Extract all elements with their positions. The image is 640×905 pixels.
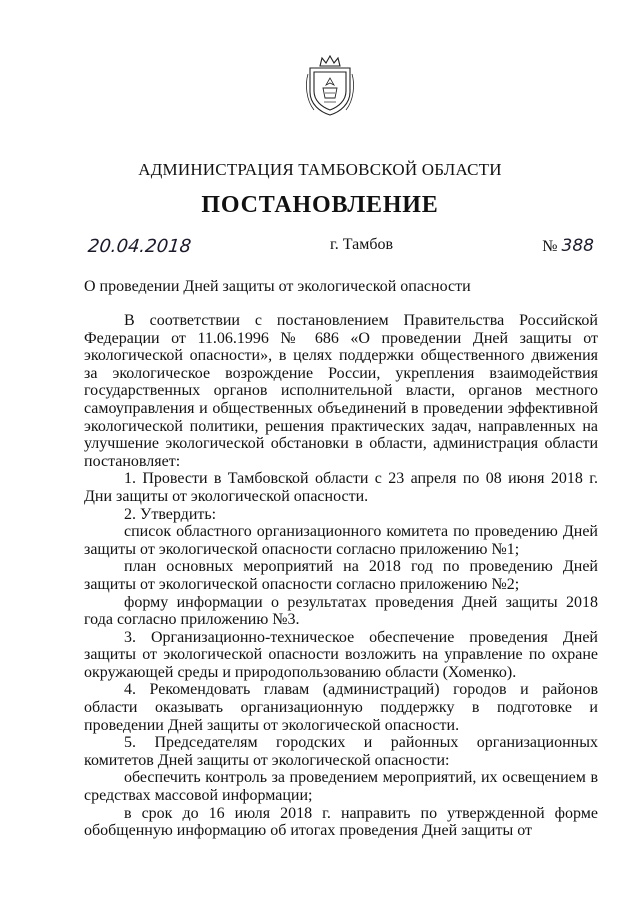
body-paragraph: 1. Провести в Тамбовской области с 23 апреля по 08 июня 2018 г. Дни защиты от экологической опасности. [84, 470, 598, 505]
document-body [84, 312, 598, 840]
body-paragraph: план основных мероприятий на 2018 год по проведению Дней защиты от экологической опасности согласно приложению №2; [84, 558, 598, 593]
handwritten-number: 388 [561, 236, 594, 256]
document-type-title: ПОСТАНОВЛЕНИЕ [201, 192, 439, 218]
body-paragraph: 5. Председателям городских и районных организационных комитетов Дней защиты от экологической опасности: [84, 734, 598, 769]
document-meta-row [84, 236, 598, 260]
city: г. Тамбов [330, 236, 394, 253]
body-paragraph: 4. Рекомендовать главам (администраций) городов и районов области оказывать организационную поддержку в подготовке и проведении Дней защиты от экологической опасности. [84, 681, 598, 734]
body-paragraph: форму информации о результатах проведения Дней защиты 2018 года согласно приложению №3. [84, 593, 598, 629]
body-paragraph: 2. Утвердить: [124, 505, 217, 523]
document-number [542, 236, 594, 256]
body-paragraph: 3. Организационно-техническое обеспечение проведения Дней защиты от экологической опасности возложить на управление по охране окружающей среды и природопользованию области (Хоменко). [84, 628, 598, 681]
body-paragraph: обеспечить контроль за проведением мероприятий, их освещением в средствах массовой информации; [84, 769, 598, 805]
number-label: № [542, 238, 558, 255]
body-paragraph: В соответствии с постановлением Правительства Российской Федерации от 11.06.1996 № 686 «О проведении Дней защиты от экологической опасности», в целях поддержки общественного движения за экологическое возрождение России, укрепления взаимодействия государственных органов исполнительной власти, органов местного самоуправления и общественных объединений в проведении эффективной экологической политики, решения практических задач, направленных на улучшение экологической обстановки в области, администрация области постановляет: [84, 312, 598, 470]
coat-of-arms-icon [304, 52, 356, 118]
handwritten-date: 20.04.2018 [86, 236, 193, 257]
issuing-authority: АДМИНИСТРАЦИЯ ТАМБОВСКОЙ ОБЛАСТИ [138, 160, 502, 179]
body-paragraph: список областного организационного комитета по проведению Дней защиты от экологической опасности согласно приложению №1; [84, 523, 598, 558]
document-subject: О проведении Дней защиты от экологической опасности [84, 278, 471, 295]
body-paragraph: в срок до 16 июля 2018 г. направить по утвержденной форме обобщенную информацию об итогах проведения Дней защиты от [84, 804, 598, 840]
